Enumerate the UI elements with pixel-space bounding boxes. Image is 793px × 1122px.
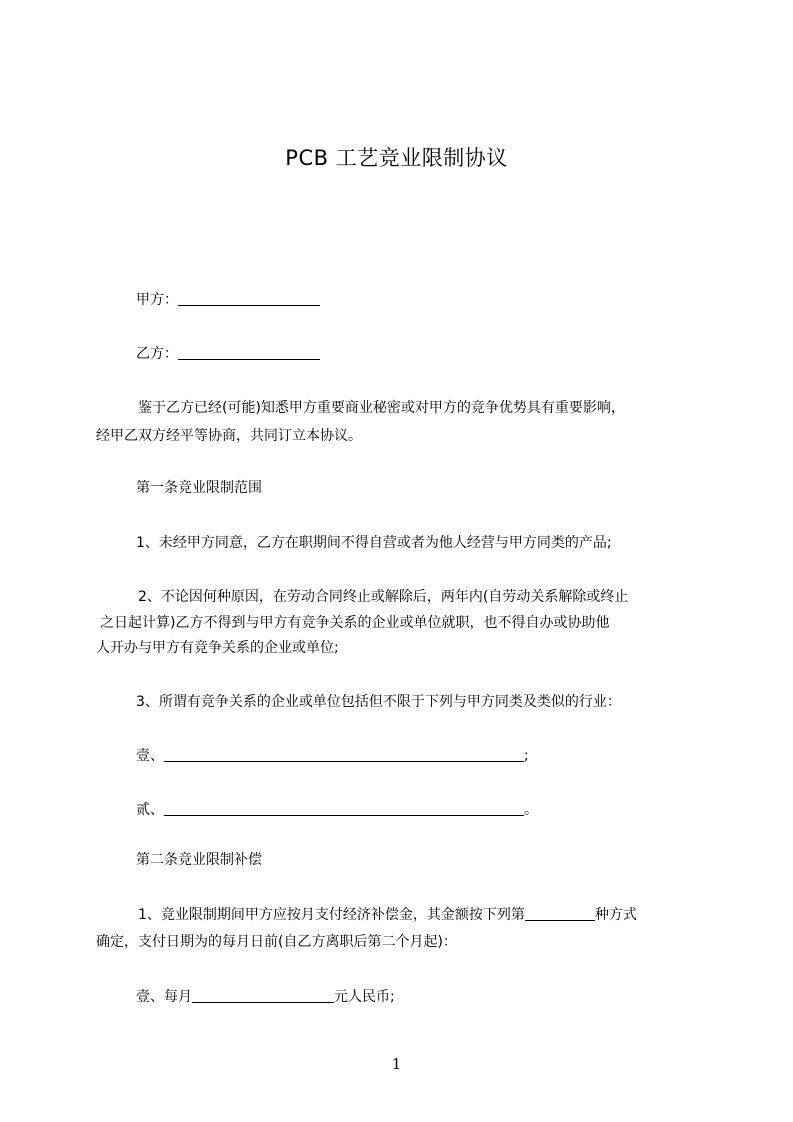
document-title: PCB 工艺竞业限制协议 [285,146,508,170]
party-a-label: 甲方： [136,292,178,308]
article1-item1: 1、未经甲方同意，乙方在职期间不得自营或者为他人经营与甲方同类的产品; [136,535,612,551]
party-a-blank[interactable] [178,289,320,306]
article2-item1-post: 种方式 [594,907,637,923]
party-a-line [136,285,756,315]
preamble-line-1: 鉴于乙方已经(可能)知悉甲方重要商业秘密或对甲方的竞争优势具有重要影响， [138,400,625,416]
compensation-method-blank[interactable] [525,904,595,921]
article2-heading: 第二条竞业限制补偿 [136,852,262,868]
list-item-2 [136,795,756,825]
article1-item3: 3、所谓有竞争关系的企业或单位包括但不限于下列与甲方同类及类似的行业： [136,694,621,710]
party-b-line [136,339,756,369]
option-1-post: 元人民币; [334,989,395,1005]
article2-item1-pre: 1、竞业限制期间甲方应按月支付经济补偿金，其金额按下列第 [138,907,525,923]
party-b-label: 乙方： [136,346,178,362]
list-item-2-blank[interactable] [164,799,524,816]
article1-item2-line1: 2、不论因何种原因，在劳动合同终止或解除后，两年内(自劳动关系解除或终止 [138,589,629,605]
article1-item2-line3: 人开办与甲方有竞争关系的企业或单位; [96,640,339,656]
article1-item2-line2: 之日起计算)乙方不得到与甲方有竞争关系的企业或单位就职，也不得自办或协助他 [100,615,610,631]
article1-heading: 第一条竞业限制范围 [136,480,262,496]
list-item-1-end: ; [524,748,529,764]
list-item-1-blank[interactable] [164,745,524,762]
list-item-2-label: 贰、 [136,802,164,818]
list-item-2-end: 。 [524,802,538,818]
list-item-1-label: 壹、 [136,748,164,764]
party-b-blank[interactable] [178,343,320,360]
list-item-1 [136,741,756,771]
page-number: 1 [391,1055,402,1073]
preamble-line-2: 经甲乙双方经平等协商，共同订立本协议。 [96,428,362,444]
option-1-pre: 壹、每月 [136,989,192,1005]
article2-item1-line1 [138,900,758,930]
option-1-line [136,982,756,1012]
article2-item1-line2: 确定，支付日期为的每月日前(自乙方离职后第二个月起)： [96,934,457,950]
monthly-amount-blank[interactable] [192,986,334,1003]
